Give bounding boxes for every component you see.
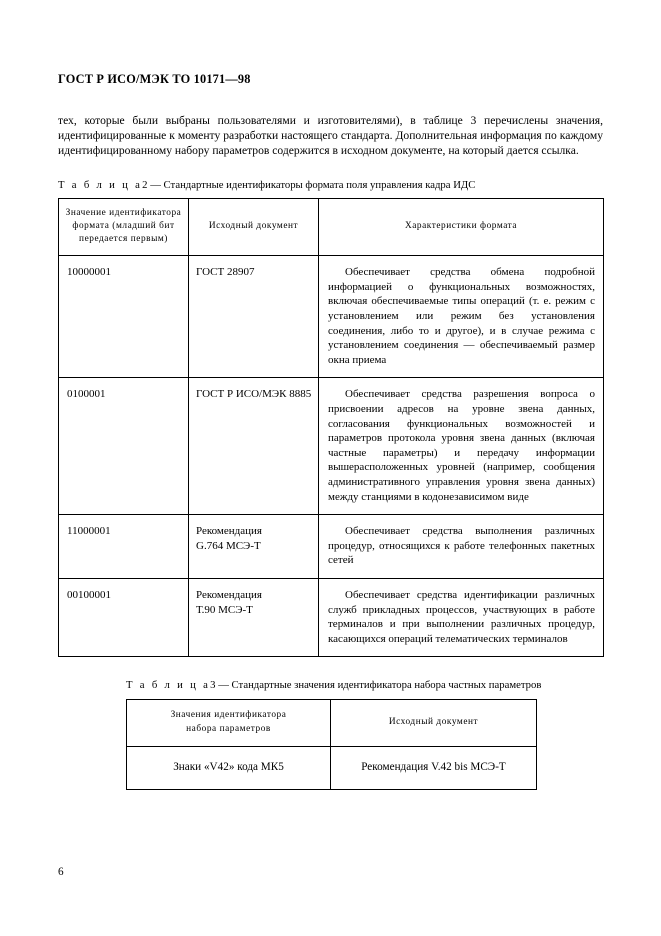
source-line-1: Рекомендация — [196, 525, 262, 538]
source-line-1: ГОСТ 28907 — [196, 266, 255, 279]
header-line-1: Значение идентификатора — [65, 207, 182, 218]
table-2-caption-label: Т а б л и ц а — [58, 178, 143, 191]
source-document: Рекомендация V.42 bis МСЭ-Т — [331, 747, 537, 790]
table-3-col-header-parameter-set-values — [127, 700, 331, 747]
table-row — [59, 256, 604, 378]
source-line-1: Рекомендация — [196, 588, 262, 601]
source-document — [189, 256, 319, 378]
source-line-2: Т.90 МСЭ-Т — [196, 603, 253, 616]
table-3-caption — [58, 679, 603, 691]
table-3-header-row — [127, 700, 537, 747]
format-characteristics: Обеспечивает средства обмена подробной информацией о функциональных возможностях, включая обеспечиваемые типы операций (т. е. режим с установлением или режим без установления соединения, либо то и другое), и в случае режима с установлением соединения — обеспечиваемый размер окна приема — [319, 256, 604, 378]
identifier-value: 10000001 — [59, 256, 189, 378]
identifier-value: 11000001 — [59, 515, 189, 579]
identifier-value: 00100001 — [59, 578, 189, 656]
header-line-1: Значения идентификатора — [170, 710, 287, 721]
table-2-col-header-identifier-value — [59, 198, 189, 256]
table-3-col-header-source-document: Исходный документ — [331, 700, 537, 747]
table-3-standard-parameter-set-values — [126, 699, 537, 790]
table-row — [127, 747, 537, 790]
source-document — [189, 578, 319, 656]
document-header-standard-number: ГОСТ Р ИСО/МЭК ТО 10171—98 — [58, 72, 251, 86]
source-line-1: ГОСТ Р ИСО/МЭК 8885 — [196, 388, 312, 401]
table-row — [59, 578, 604, 656]
table-2-caption — [58, 179, 603, 191]
source-document — [189, 378, 319, 515]
source-line-2: G.764 МСЭ-Т — [196, 539, 261, 552]
intro-paragraph: тех, которые были выбраны пользователями и изготовителями), в таблице 3 перечислены значения, идентифицированные к моменту разработки настоящего стандарта. Дополнительная информация по каждому идентифицированному набору параметров содержится в исходном документе, на который дается ссылка. — [58, 114, 603, 158]
identifier-value: 0100001 — [59, 378, 189, 515]
format-characteristics: Обеспечивает средства выполнения различных процедур, относящихся к работе телефонных пакетных сетей — [319, 515, 604, 579]
format-characteristics: Обеспечивает средства разрешения вопроса о присвоении адресов на уровне звена данных, согласования функциональных возможностей и параметров протокола уровня звена данных (включая частные параметры) и передачу информации вышерасположенных уровней (например, сообщения административного управления уровня звена данных) между станциями в кодонезависимом виде — [319, 378, 604, 515]
header-line-3: передается первым) — [79, 234, 168, 245]
table-3-caption-title: Стандартные значения идентификатора набора частных параметров — [231, 679, 542, 692]
table-2-col-header-source-document: Исходный документ — [189, 198, 319, 256]
parameter-set-value: Знаки «V42» кода МК5 — [127, 747, 331, 790]
header-line-2: формата (младший бит — [72, 220, 175, 231]
page-number: 6 — [58, 866, 64, 878]
source-document — [189, 515, 319, 579]
table-2-col-header-format-characteristics: Характеристики формата — [319, 198, 604, 256]
table-2-header-row — [59, 198, 604, 256]
table-3-caption-dash: — — [218, 679, 229, 692]
header-line-2: набора параметров — [186, 723, 271, 734]
table-2-caption-dash: — — [150, 178, 161, 191]
format-characteristics: Обеспечивает средства идентификации различных служб прикладных процессов, участвующих в работе терминалов и при выполнении различных процедур, касающихся операций телематических терминалов — [319, 578, 604, 656]
table-2-standard-format-identifiers — [58, 198, 604, 658]
table-3-caption-label: Т а б л и ц а — [126, 679, 211, 692]
table-2-caption-number: 2 — [142, 178, 148, 191]
table-row — [59, 515, 604, 579]
table-3-wrapper — [58, 699, 603, 790]
table-row — [59, 378, 604, 515]
page-content — [58, 72, 603, 790]
table-2-caption-title: Стандартные идентификаторы формата поля управления кадра ИДС — [163, 178, 476, 191]
table-3-caption-number: 3 — [210, 679, 216, 692]
